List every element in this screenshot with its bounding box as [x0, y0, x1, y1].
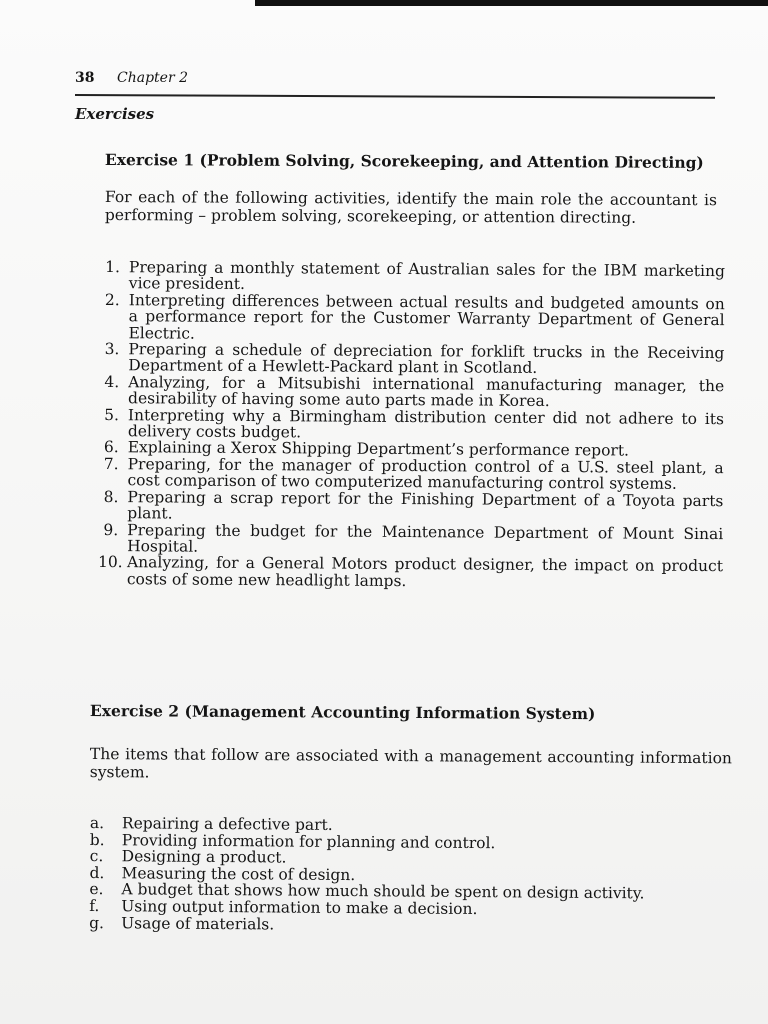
list-item-number: 8.: [103, 487, 119, 506]
list-item-number: a.: [89, 814, 105, 833]
list-item-text: Interpreting differences between actual results and budgeted amounts on a performance report for the Customer Warranty Department of General Electric.: [128, 291, 725, 343]
list-item: [98, 554, 723, 591]
list-item-text: Usage of materials.: [121, 913, 275, 934]
list-item: [99, 292, 724, 345]
list-item: [98, 521, 723, 558]
exercise-2-heading: Exercise 2 (Management Accounting Information System): [89, 701, 596, 724]
page-number: 38: [75, 70, 95, 86]
list-item: [89, 915, 699, 936]
chapter-label: Chapter 2: [117, 70, 188, 86]
list-item-text: Preparing a schedule of depreciation for forklift trucks in the Receiving Department of a Hewlett-Packard plant in Scotland.: [128, 340, 725, 378]
list-item-text: Interpreting why a Birmingham distribution center did not adhere to its delivery costs budget.: [127, 405, 725, 442]
list-item-text: A budget that shows how much should be spent on design activity.: [121, 880, 645, 903]
list-item-number: e.: [89, 880, 104, 899]
list-item-text: Preparing, for the manager of production control of a U.S. steel plant, a cost comparison of two computerized manufacturing control systems.: [127, 455, 724, 494]
list-item-number: 7.: [103, 454, 119, 474]
section-title: Exercises: [75, 105, 155, 123]
list-item-text: Repairing a defective part.: [121, 814, 333, 834]
exercise-1-heading: Exercise 1 (Problem Solving, Scorekeeping, and Attention Directing): [104, 150, 704, 172]
list-item: [98, 489, 723, 526]
list-item-number: 5.: [104, 405, 120, 424]
list-item-number: 4.: [104, 372, 120, 391]
list-item-text: Preparing a monthly statement of Australian sales for the IBM marketing vice president.: [128, 258, 725, 294]
list-item: [99, 374, 724, 411]
list-item-text: Designing a product.: [121, 847, 287, 867]
exercise-1-intro: For each of the following activities, identify the main role the accountant is performing – problem solving, scorekeeping, or attention directing.: [104, 188, 717, 227]
list-item-number: 9.: [103, 520, 119, 539]
exercise-1-list: [98, 259, 725, 591]
list-item-number: 1.: [105, 258, 121, 277]
list-item-number: 2.: [104, 290, 120, 309]
list-item-number: c.: [89, 847, 104, 866]
list-item-number: g.: [89, 913, 105, 932]
list-item: [98, 456, 723, 493]
running-header: [75, 70, 715, 98]
list-item-text: Analyzing, for a Mitsubishi international manufacturing manager, the desirability of having some auto parts made in Korea.: [128, 373, 725, 411]
exercise-2-intro: The items that follow are associated with a management accounting information system.: [89, 745, 732, 782]
list-item-text: Analyzing, for a General Motors product designer, the impact on product costs of some new headlight lamps.: [126, 553, 724, 590]
list-item-text: Explaining a Xerox Shipping Department’s performance report.: [127, 438, 630, 460]
list-item-number: d.: [89, 863, 105, 882]
list-item-number: b.: [89, 830, 105, 849]
list-item-text: Preparing a scrap report for the Finishing Department of a Toyota parts plant.: [127, 487, 724, 523]
list-item-text: Preparing the budget for the Maintenance Department of Mount Sinai Hospital.: [127, 520, 724, 556]
list-item: [99, 407, 724, 444]
list-item-text: Measuring the cost of design.: [121, 864, 356, 884]
header-rule: [75, 94, 715, 98]
page-top-edge-shadow: [255, 0, 768, 6]
list-item-number: 6.: [103, 438, 119, 457]
list-item-text: Using output information to make a decision.: [121, 897, 478, 919]
list-item-number: 3.: [104, 340, 120, 359]
list-item-number: f.: [89, 896, 100, 916]
list-item: [99, 341, 724, 378]
list-item-text: Providing information for planning and control.: [121, 830, 496, 852]
list-item: [100, 259, 725, 296]
list-item-number: 10.: [97, 553, 123, 572]
exercise-2-list: [89, 815, 700, 936]
